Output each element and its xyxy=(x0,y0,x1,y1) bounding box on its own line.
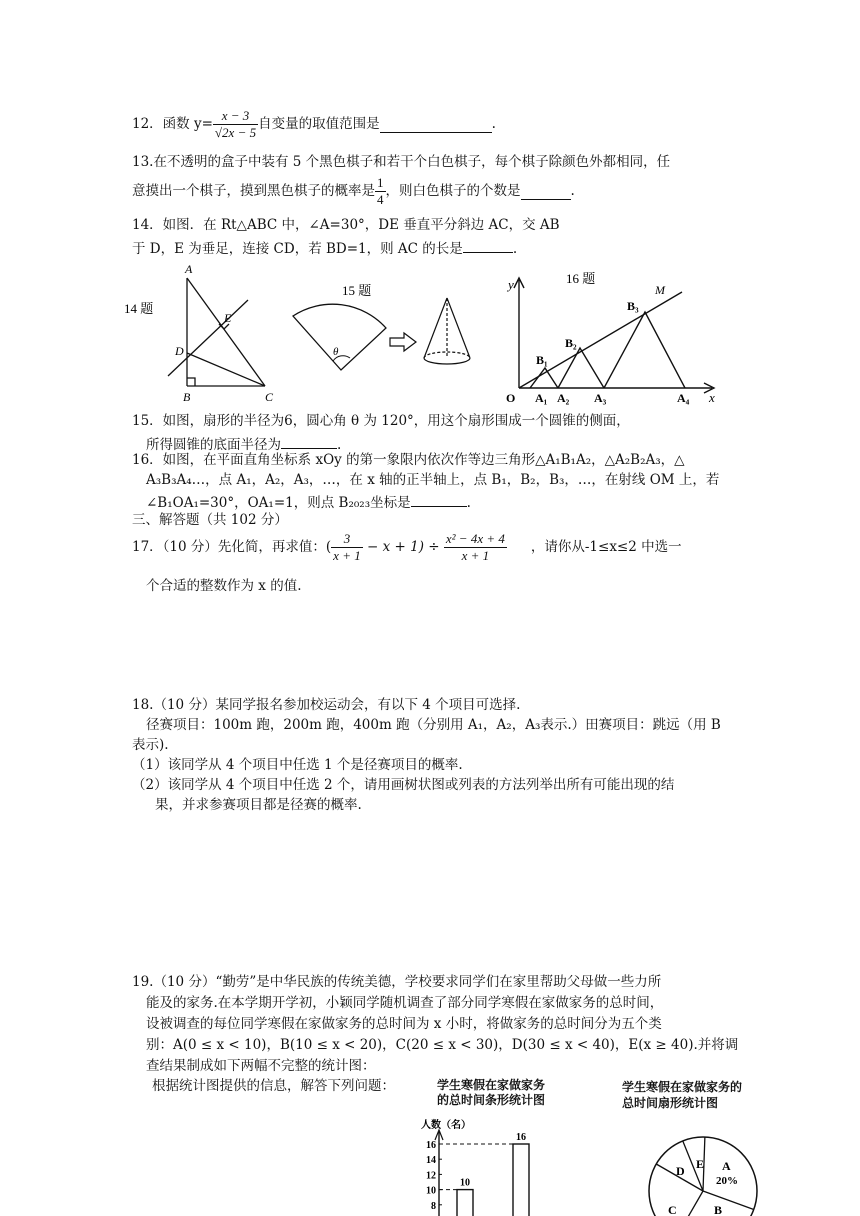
q16-text: ∠B₁OA₁=30°，OA₁=1，则点 B₂₀₂₃坐标是 xyxy=(146,495,411,511)
bar-1 xyxy=(513,1144,529,1216)
q12-answer-blank[interactable] xyxy=(380,116,492,133)
pie-percent-label-A: 20% xyxy=(716,1175,738,1187)
f14-B: B xyxy=(183,390,191,404)
figure-15-arrow xyxy=(390,333,416,351)
f16-A3: A₃ xyxy=(594,391,607,405)
q17-line2: 个合适的整数作为 x 的值. xyxy=(146,578,302,594)
f14-D: D xyxy=(175,344,184,358)
bar-ytick-16: 16 xyxy=(426,1140,436,1151)
pie-slice-label-E: E xyxy=(696,1157,705,1171)
q19-line5: 查结果制成如下两幅不完整的统计图： xyxy=(146,1058,376,1074)
q19-line6: 根据统计图提供的信息，解答下列问题： xyxy=(152,1078,395,1094)
f16-y: y xyxy=(508,277,514,292)
f14-C: C xyxy=(265,390,274,404)
f15-theta: θ xyxy=(333,346,339,358)
q16-line2: A₃B₃A₄…，点 A₁，A₂，A₃，…，在 x 轴的正半轴上，点 B₁，B₂，B₃，…，在射线 OM 上，若 xyxy=(146,472,720,488)
q15-line2: 所得圆锥的底面半径为 . xyxy=(146,434,341,453)
q12-denominator: √2x − 5 xyxy=(214,124,257,140)
pie-chart-title-2: 总时间扇形统计图 xyxy=(622,1096,719,1110)
figure-15-cone xyxy=(424,298,470,364)
section-3-heading: 三、解答题（共 102 分） xyxy=(132,512,288,528)
bar-chart-title-1: 学生寒假在家做家务 xyxy=(437,1078,546,1092)
q13-numerator: 1 xyxy=(377,175,384,190)
q16-answer-blank[interactable] xyxy=(411,492,467,507)
q12-fraction xyxy=(213,108,258,140)
q17-f2-denominator: x + 1 xyxy=(461,547,490,563)
q12-numerator: x − 3 xyxy=(213,108,258,125)
bar-ylabel: 人数（名） xyxy=(421,1120,471,1131)
figure-15-sector xyxy=(293,304,386,370)
figure-16 xyxy=(514,278,714,393)
bar-ytick-12: 12 xyxy=(426,1170,436,1182)
q13-text-b: ，则白色棋子的个数是 xyxy=(385,183,521,199)
f16-A4: A₄ xyxy=(677,391,690,405)
f16-M: M xyxy=(655,283,665,297)
label-14: 14 题 xyxy=(124,301,154,316)
q13-answer-blank[interactable] xyxy=(521,183,571,200)
q13-line1: 13.在不透明的盒子中装有 5 个黑色棋子和若干个白色棋子，每个棋子除颜色外都相同，任 xyxy=(132,154,671,170)
f14-A: A xyxy=(185,262,193,276)
bar-chart-title-2: 的总时间条形统计图 xyxy=(437,1093,546,1107)
pie-slice-label-C: C xyxy=(668,1203,677,1216)
question-12: 12．函数 y= $\frac{x - 3}{√2x - 5}$ 自变量的取值范围是 . xyxy=(132,108,496,140)
q19-line1: 19.（10 分）“勤劳”是中华民族的传统美德，学校要求同学们在家里帮助父母做一些力所 xyxy=(132,974,662,990)
q17-fraction-2 xyxy=(444,531,507,563)
f16-A1: A₁ xyxy=(535,391,548,405)
f14-E: E xyxy=(224,311,232,325)
q18-line1: 18.（10 分）某同学报名参加校运动会，有以下 4 个项目可选择. xyxy=(132,697,521,713)
label-16: 16 题 xyxy=(566,271,596,286)
q14-text: 于 D，E 为垂足，连接 CD，若 BD=1，则 AC 的长是 xyxy=(132,241,463,257)
q14-line2: 于 D，E 为垂足，连接 CD，若 BD=1，则 AC 的长是 . xyxy=(132,238,517,257)
f16-B1: B₁ xyxy=(536,353,548,367)
q17-f2-numerator: x² − 4x + 4 xyxy=(445,531,505,546)
label-15: 15 题 xyxy=(342,283,372,298)
q19-line3: 设被调查的每位同学寒假在家做家务的总时间为 x 小时，将做家务的总时间分为五个类 xyxy=(146,1016,662,1032)
f16-O: O xyxy=(506,391,516,405)
bar-value-label-1: 16 xyxy=(516,1132,526,1143)
f16-B2: B₂ xyxy=(565,336,577,350)
pie-chart-title-1: 学生寒假在家做家务的 xyxy=(622,1080,743,1094)
q17-suffix: ，请你从-1≤x≤2 中选一 xyxy=(530,539,682,555)
f16-x: x xyxy=(709,390,715,405)
q19-line4: 别：A(0 ≤ x < 10)，B(10 ≤ x < 20)，C(20 ≤ x < 30)，D(30 ≤ x < 40)，E(x ≥ 40).并将调 xyxy=(146,1037,739,1053)
bar-ytick-10: 10 xyxy=(426,1185,436,1197)
f16-A2: A₂ xyxy=(557,391,570,405)
pie-slice-label-B: B xyxy=(714,1203,723,1216)
q17-fraction-1 xyxy=(331,531,363,563)
q18-line6: 果，并求参赛项目都是径赛的概率. xyxy=(155,797,362,813)
q18-line2: 径赛项目：100m 跑，200m 跑，400m 跑（分别用 A₁，A₂，A₃表示.）田赛项目：跳远（用 B xyxy=(146,717,721,733)
q13-denominator: 4 xyxy=(377,191,384,207)
q17-mid: − x + 1) ÷ xyxy=(362,539,444,555)
q17-prefix: 17．（10 分）先化简，再求值：( xyxy=(132,539,332,555)
bar-0 xyxy=(457,1190,473,1216)
q16-line1: 16．如图，在平面直角坐标系 xOy 的第一象限内依次作等边三角形△A₁B₁A₂，△A₂B₂A₃，△ xyxy=(132,452,685,468)
q15-text: 所得圆锥的底面半径为 xyxy=(146,437,281,453)
pie-slice-label-D: D xyxy=(676,1164,685,1178)
bar-ytick-8: 8 xyxy=(431,1200,436,1212)
q15-line1: 15．如图，扇形的半径为6，圆心角 θ 为 120°，用这个扇形围成一个圆锥的侧面， xyxy=(132,413,630,429)
q16-line3: ∠B₁OA₁=30°，OA₁=1，则点 B₂₀₂₃坐标是 . xyxy=(146,492,471,511)
pie-chart xyxy=(640,1126,800,1216)
q18-line3: 表示). xyxy=(132,737,169,753)
q17-f1-denominator: x + 1 xyxy=(333,547,361,563)
question-17 xyxy=(132,531,682,563)
q18-line5: （2）该同学从 4 个项目中任选 2 个，请用画树状图或列表的方法列举出所有可能出现的结 xyxy=(132,777,675,793)
q15-answer-blank[interactable] xyxy=(281,434,337,449)
pie-slice-label-A: A xyxy=(722,1159,731,1173)
q13-line2: 意摸出一个棋子，摸到黑色棋子的概率是 $\frac{1}{4}$ ，则白色棋子的个数是 . xyxy=(132,175,575,207)
q14-answer-blank[interactable] xyxy=(463,238,513,253)
q12-prefix: 12．函数 y= xyxy=(132,116,213,132)
q14-line1: 14．如图．在 Rt△ABC 中，∠A=30°，DE 垂直平分斜边 AC，交 AB xyxy=(132,217,560,233)
q13-fraction xyxy=(375,175,386,207)
bar-value-label-0: 10 xyxy=(460,1177,470,1189)
q19-line2: 能及的家务.在本学期开学初，小颖同学随机调查了部分同学寒假在家做家务的总时间， xyxy=(146,995,664,1011)
q18-line4: （1）该同学从 4 个项目中任选 1 个是径赛项目的概率. xyxy=(132,757,463,773)
q12-suffix: 自变量的取值范围是 xyxy=(258,116,380,132)
figures xyxy=(0,258,860,408)
bar-chart xyxy=(413,1116,583,1216)
q17-f1-numerator: 3 xyxy=(331,531,363,548)
bar-ytick-14: 14 xyxy=(426,1155,436,1167)
q13-text-a: 意摸出一个棋子，摸到黑色棋子的概率是 xyxy=(132,183,375,199)
f16-B3: B₃ xyxy=(627,299,639,313)
figure-14 xyxy=(168,278,265,386)
